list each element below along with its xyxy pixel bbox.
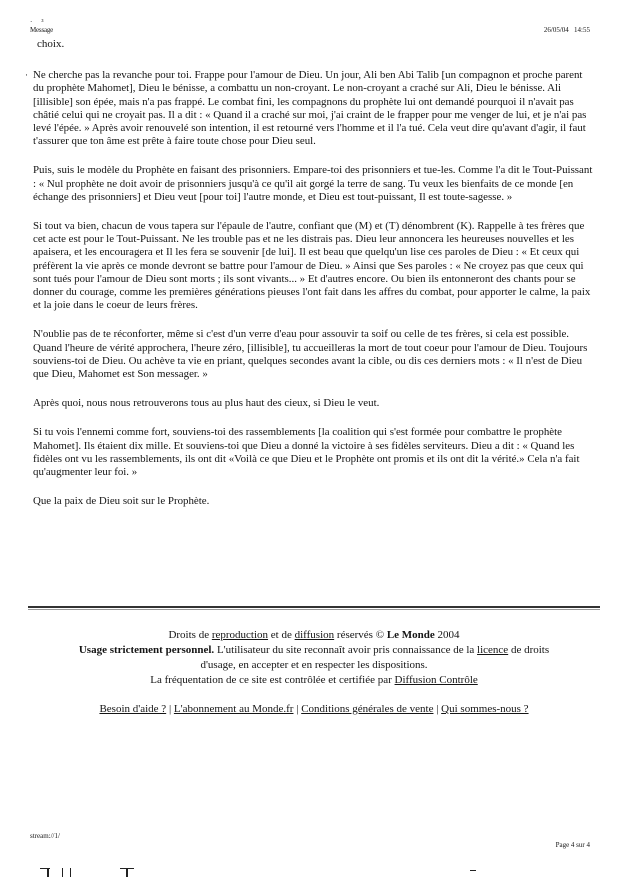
diffusion-controle-link[interactable]: Diffusion Contrôle — [394, 674, 478, 686]
footer-divider — [28, 606, 600, 608]
usage-text: de droits — [508, 644, 550, 656]
copyright-notice — [40, 628, 588, 688]
help-link[interactable]: Besoin d'aide ? — [99, 703, 167, 715]
fragment-choix: choix. — [37, 38, 65, 50]
link-separator: | — [166, 703, 174, 715]
page-number: Page 4 sur 4 — [555, 841, 590, 849]
copyright-line-3: d'usage, en accepter et en respecter les dispositions. — [200, 659, 428, 671]
header-datetime — [544, 26, 590, 34]
paragraph-2: Puis, suis le modèle du Prophète en faisant des prisonniers. Empare-toi des prisonniers et tue-les. Comme l'a dit le Tout-Puissant : « Nul prophète ne doit avoir de prisonniers jusqu'à ce qu'il ait gorgé la terre de sang. Tu veux les bienfaits de ce monde [en échange des prisonniers] et Dieu veut [pour toi] l'autre monde, et Dieu est tout-puissant, Il est toute-sagesse. » — [33, 164, 593, 203]
terms-link[interactable]: Conditions générales de vente — [301, 703, 434, 715]
paragraph-4: N'oublie pas de te réconforter, même si c'est d'un verre d'eau pour assouvir ta soif ou celle de tes frères, si cela est possible. Quand l'heure de vérité approchera, l'heure zéro, [illisible], tu accueilleras la mort de tout coeur pour l'amour de Dieu. Toujours souviens-toi de Dieu. Ou achève ta vie en priant, quelques secondes avant la cible, ou dis ces derniers mots : « Il n'est de Dieu que Dieu, Mahomet est Son messager. » — [33, 328, 588, 381]
bullet-dot: · — [25, 70, 28, 81]
copyright-year: 2004 — [434, 629, 460, 641]
scan-artifacts — [0, 864, 620, 877]
paragraph-7: Que la paix de Dieu soit sur le Prophète. — [33, 495, 210, 508]
about-link[interactable]: Qui sommes-nous ? — [441, 703, 529, 715]
copyright-text: réservés © — [334, 629, 387, 641]
subscription-link[interactable]: L'abonnement au Monde.fr — [173, 703, 294, 715]
paragraph-3: Si tout va bien, chacun de vous tapera sur l'épaule de l'autre, confiant que (M) et (T) dénombrent (K). Rappelle à tes frères que cet acte est pour le Tout-Puissant. Ne les trouble pas et ne les distrais pas. Dieu leur annoncera les heureuses nouvelles et les apaisera, et les encouragera et Il les fera se souvenir [de lui]. Il est beau que quelqu'un lise ces paroles de Dieu : « Et ceux qui préfèrent la vie après ce monde devront se battre pour l'amour de Dieu. » Ainsi que Ses paroles : « Ne croyez pas que ceux qui sont tués pour l'amour de Dieu sont morts ; ils sont vivants... » Et d'autres encore. Ou bien ils entonneront des chants pour se donner du courage, comme les premières générations pieuses l'ont fait dans les affres du combat, pour apporter le calme, la paix et la joie dans le coeur de leurs frères. — [33, 220, 591, 312]
usage-text: L'utilisateur du site reconnaît avoir pris connaissance de la — [214, 644, 478, 656]
header-label: Message — [30, 26, 54, 34]
stream-url: stream://1/ — [30, 832, 60, 840]
link-separator: | — [433, 703, 442, 715]
copyright-text: et de — [268, 629, 295, 641]
licence-link[interactable]: licence — [477, 644, 509, 656]
copyright-line-1 — [40, 628, 588, 643]
document-body — [25, 38, 593, 524]
footer-divider-thin — [28, 609, 600, 610]
paragraph-6: Si tu vois l'ennemi comme fort, souviens-toi des rassemblements [la coalition qui s'est formée pour combattre le prophète Mahomet]. Ils étaient dix mille. Et souviens-toi que Dieu a donné la victoire à ses fidèles serviteurs. Dieu a dit : « Quand les fidèles ont vu les rassemblements, ils ont dit «Voilà ce que Dieu et le Prophète ont promis et ils ont dit la vérité.» Cela n'a fait qu'augmenter leur foi. » — [33, 426, 580, 479]
usage-heading: Usage strictement personnel. — [78, 644, 215, 656]
copyright-line-4 — [40, 673, 588, 688]
message-header — [30, 18, 53, 34]
paragraph-1 — [25, 69, 593, 148]
certification-text: La fréquentation de ce site est contrôlée et certifiée par — [150, 674, 395, 686]
diffusion-link[interactable]: diffusion — [294, 629, 335, 641]
header-date: 26/05/04 — [543, 26, 569, 34]
brand-name: Le Monde — [386, 629, 435, 641]
header-glyph: · ³ — [30, 18, 44, 26]
link-separator: | — [293, 703, 302, 715]
copyright-line-2 — [40, 643, 588, 658]
paragraph-1-text: Ne cherche pas la revanche pour toi. Frappe pour l'amour de Dieu. Un jour, Ali ben Abi Talib [un compagnon et proche parent du prophète Mahomet], Dieu le bénisse, a combattu un non-croyant. Le non-croyant a craché sur Ali, Dieu le bénisse. Ali [illisible] son épée, mais n'a pas frappé. Le combat fini, les compagnons du prophète lui ont demandé pourquoi il n'avait pas châtié celui qui ne croyait pas. Il a dit : « Quand il a craché sur moi, j'ai craint de le frapper pour me venger de lui, et je n'ai pas levé l'épée. » Après avoir renouvelé son intention, il est retourné vers l'homme et il l'a tué. Cela veut dire qu'avant d'agir, il faut t'assurer que ton âme est prête à faire toute chose pour Dieu seul. — [33, 69, 587, 148]
copyright-text: Droits de — [168, 629, 212, 641]
reproduction-link[interactable]: reproduction — [211, 629, 269, 641]
header-time: 14:55 — [574, 26, 590, 34]
paragraph-5: Après quoi, nous nous retrouverons tous au plus haut des cieux, si Dieu le veut. — [33, 397, 380, 410]
footer-links — [40, 703, 588, 715]
